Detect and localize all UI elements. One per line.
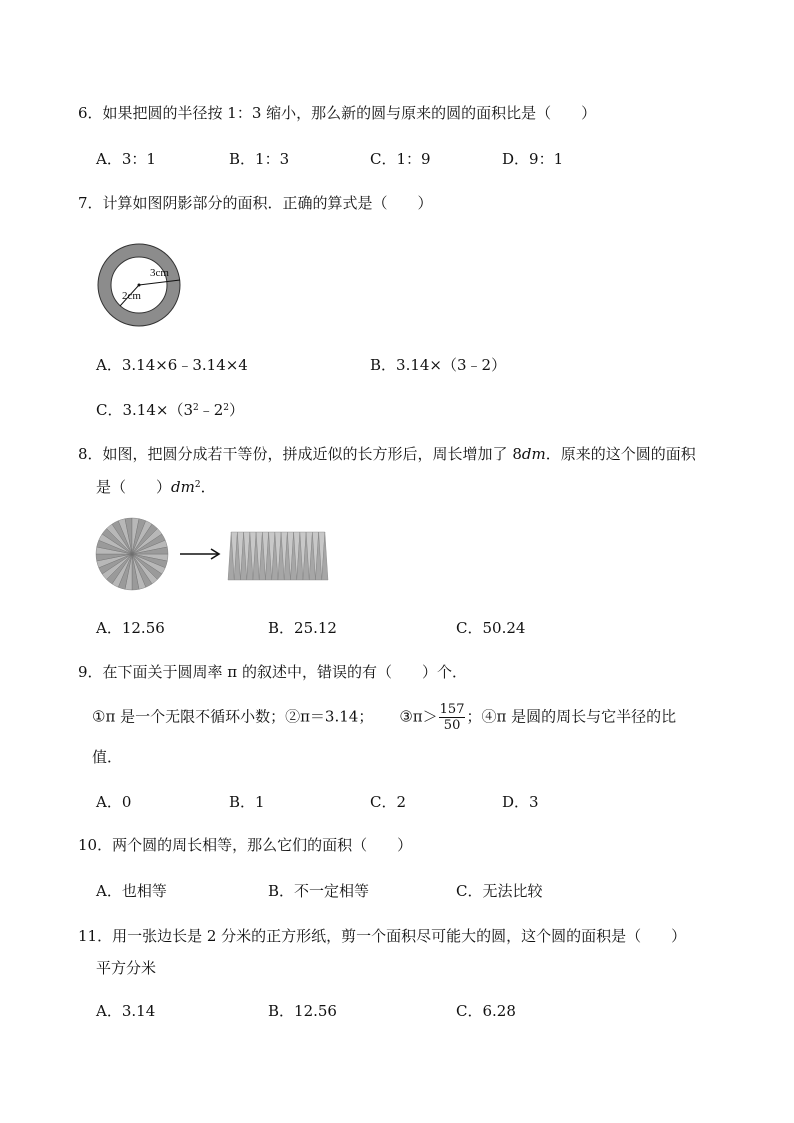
q8-stem-line2-post: ．	[200, 478, 216, 496]
q7-option-a: A．3.14×6﹣3.14×4	[96, 356, 248, 374]
q7-option-c-pre: C．3.14×（3	[96, 401, 193, 419]
q9-option-a: A．0	[96, 793, 132, 811]
q9-statements	[92, 702, 676, 733]
q9-option-b: B．1	[229, 793, 265, 811]
q9-option-d: D．3	[502, 793, 539, 811]
q10-option-c: C．无法比较	[456, 882, 543, 900]
q9-stem: 9．在下面关于圆周率 π 的叙述中，错误的有（ ）个．	[78, 663, 467, 681]
q6-stem: 6．如果把圆的半径按 1：3 缩小，那么新的圆与原来的圆的面积比是（ ）	[78, 104, 597, 122]
q9-statement-1-2: ①π 是一个无限不循环小数；②π＝3.14；	[92, 707, 374, 726]
annulus-figure	[94, 240, 184, 330]
q8-stem-line1-unit: dm	[521, 445, 546, 463]
q7-option-c-sup2: 2	[223, 403, 230, 413]
q8-stem-line2-pre: 是（ ）	[96, 478, 172, 496]
q9-fraction-denominator: 50	[443, 718, 461, 733]
center-point	[138, 284, 141, 287]
arrow-right-icon	[178, 547, 224, 561]
q8-option-a: A．12.56	[96, 619, 165, 637]
q7-stem: 7．计算如图阴影部分的面积．正确的算式是（ ）	[78, 194, 433, 212]
q8-stem-line2	[96, 476, 216, 497]
q11-option-a: A．3.14	[96, 1002, 156, 1020]
q9-fraction	[439, 702, 466, 733]
q6-option-b: B．1：3	[229, 150, 290, 168]
q9-statement-continued: 值．	[92, 748, 123, 766]
q8-option-b: B．25.12	[268, 619, 337, 637]
sector-circle-figure	[94, 516, 170, 592]
q8-stem-line2-unit: dm	[171, 478, 195, 496]
q10-stem: 10．两个圆的周长相等，那么它们的面积（ ）	[78, 836, 413, 854]
outer-radius-label: 3cm	[150, 267, 169, 279]
q8-stem-line2-sup: 2	[194, 480, 201, 490]
rearranged-rectangle-figure	[226, 530, 330, 582]
q11-option-b: B．12.56	[268, 1002, 337, 1020]
q6-option-a: A．3：1	[96, 150, 156, 168]
q6-option-d: D．9：1	[502, 150, 564, 168]
q7-option-c-sup1: 2	[193, 403, 199, 413]
q9-option-c: C．2	[370, 793, 407, 811]
q9-statement-3-4: ；④π 是圆的周长与它半径的比	[466, 707, 677, 726]
q7-option-b: B．3.14×（3﹣2）	[370, 356, 507, 374]
q6-option-c: C．1：9	[370, 150, 431, 168]
q9-statement-3-pre: ③π＞	[399, 707, 438, 726]
q8-stem-line1-pre: 8．如图，把圆分成若干等份，拼成近似的长方形后，周长增加了 8	[78, 445, 522, 463]
q7-option-c	[96, 399, 244, 420]
q10-option-b: B．不一定相等	[268, 882, 370, 900]
q9-fraction-numerator: 157	[439, 702, 465, 717]
q11-stem-line2: 平方分米	[96, 959, 157, 977]
inner-radius-label: 2cm	[122, 290, 141, 302]
q10-option-a: A．也相等	[96, 882, 167, 900]
q11-stem-line1: 11．用一张边长是 2 分米的正方形纸，剪一个面积尽可能大的圆，这个圆的面积是（ ）	[78, 927, 687, 945]
q8-stem-line1-post: ．原来的这个圆的面积	[545, 445, 696, 463]
q11-option-c: C．6.28	[456, 1002, 516, 1020]
q7-option-c-post: ）	[229, 401, 245, 419]
q8-stem-line1	[78, 443, 696, 464]
q8-option-c: C．50.24	[456, 619, 526, 637]
q7-option-c-mid: ﹣2	[198, 401, 224, 419]
